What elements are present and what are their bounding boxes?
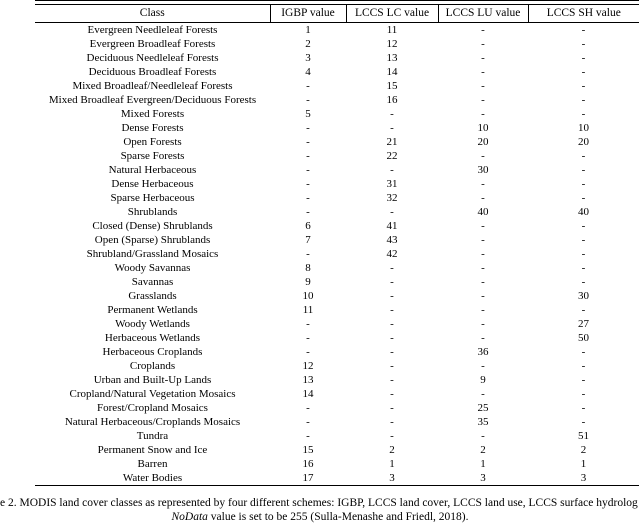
value-cell: 2 — [389, 444, 395, 456]
value-cell: - — [306, 402, 310, 414]
value-cell: 6 — [305, 220, 311, 232]
value-cell: - — [581, 220, 586, 232]
table-row — [35, 247, 639, 261]
value-cell: - — [390, 318, 394, 330]
value-cell: - — [481, 276, 485, 288]
value-cell: 25 — [477, 402, 489, 414]
value-cell: - — [581, 402, 586, 414]
value-cell: - — [581, 248, 586, 260]
value-cell: - — [581, 416, 586, 428]
table-row — [35, 443, 639, 457]
class-name-cell: Herbaceous Wetlands — [104, 332, 201, 344]
value-cell: - — [306, 346, 310, 358]
class-name-cell: Sparse Forests — [120, 150, 185, 162]
value-cell: - — [581, 80, 586, 92]
table-row — [35, 65, 639, 79]
table-row — [35, 373, 639, 387]
value-cell: 35 — [477, 416, 489, 428]
value-cell: - — [390, 374, 394, 386]
value-cell: - — [581, 388, 586, 400]
table-row — [35, 401, 639, 415]
col-header-lccs-lc-value: LCCS LC value — [346, 5, 438, 23]
class-name-cell: Deciduous Needleleaf Forests — [86, 52, 219, 64]
class-name-cell: Open Forests — [123, 136, 182, 148]
class-name-cell: Grasslands — [128, 290, 177, 302]
value-cell: - — [390, 430, 394, 442]
value-cell: 20 — [578, 136, 589, 148]
table-row — [35, 429, 639, 443]
table-row — [35, 37, 639, 51]
value-cell: 3 — [480, 472, 486, 484]
class-name-cell: Woody Wetlands — [115, 318, 190, 330]
value-cell: 7 — [305, 234, 311, 246]
value-cell: - — [390, 108, 394, 120]
class-name-cell: Shrublands — [127, 206, 178, 218]
col-header-lccs-lu-value: LCCS LU value — [438, 5, 528, 23]
table-row — [35, 233, 639, 247]
value-cell: 1 — [389, 458, 395, 470]
value-cell: 1 — [580, 458, 587, 470]
value-cell: - — [481, 220, 485, 232]
table-row — [35, 135, 639, 149]
value-cell: 15 — [386, 80, 398, 92]
table-row — [35, 191, 639, 205]
table-row — [35, 415, 639, 429]
class-name-cell: Closed (Dense) Shrublands — [92, 220, 213, 232]
value-cell: - — [481, 234, 485, 246]
class-name-cell: Dense Herbaceous — [111, 178, 194, 190]
table-row — [35, 107, 639, 121]
value-cell: 4 — [305, 66, 311, 78]
value-cell: 8 — [305, 262, 311, 274]
value-cell: - — [306, 94, 310, 106]
table-row — [35, 359, 639, 373]
value-cell: - — [390, 416, 394, 428]
value-cell: 16 — [302, 458, 314, 470]
value-cell: 9 — [305, 276, 311, 288]
landcover-table — [35, 5, 639, 486]
value-cell: - — [390, 360, 394, 372]
value-cell: - — [390, 388, 394, 400]
table-row — [35, 177, 639, 191]
class-name-cell: Forest/Cropland Mosaics — [97, 402, 208, 414]
value-cell: 9 — [480, 374, 486, 386]
value-cell: 1 — [480, 458, 486, 470]
value-cell: 51 — [578, 430, 589, 442]
table-row — [35, 79, 639, 93]
value-cell: - — [481, 108, 485, 120]
value-cell: 50 — [578, 332, 589, 344]
value-cell: - — [581, 234, 586, 246]
table-body — [35, 23, 639, 486]
table-row — [35, 121, 639, 135]
table-row — [35, 23, 639, 38]
value-cell: - — [390, 262, 394, 274]
value-cell: 13 — [386, 52, 398, 64]
caption-line-2-rest: value is set to be 255 (Sulla-Menashe and Friedl, 2018). — [207, 511, 469, 523]
value-cell: 16 — [386, 94, 398, 106]
class-name-cell: Sparse Herbaceous — [110, 192, 195, 204]
value-cell: 40 — [578, 206, 589, 218]
value-cell: 10 — [302, 290, 314, 302]
value-cell: - — [581, 150, 586, 162]
class-name-cell: Permanent Snow and Ice — [97, 444, 208, 456]
value-cell: - — [390, 304, 394, 316]
caption-nodata-word: NoData — [171, 511, 208, 523]
value-cell: 27 — [578, 318, 589, 330]
value-cell: - — [581, 24, 586, 36]
table-row — [35, 387, 639, 401]
table-row — [35, 205, 639, 219]
value-cell: - — [306, 136, 310, 148]
value-cell: - — [581, 346, 586, 358]
value-cell: - — [306, 122, 310, 134]
value-cell: - — [306, 206, 310, 218]
value-cell: 31 — [386, 178, 398, 190]
value-cell: 22 — [386, 150, 398, 162]
value-cell: - — [390, 290, 394, 302]
value-cell: - — [481, 388, 485, 400]
value-cell: - — [390, 164, 394, 176]
value-cell: - — [581, 66, 586, 78]
value-cell: 40 — [477, 206, 489, 218]
table-row — [35, 51, 639, 65]
value-cell: - — [390, 122, 394, 134]
value-cell: - — [481, 66, 485, 78]
class-name-cell: Tundra — [136, 430, 169, 442]
class-name-cell: Mixed Forests — [120, 108, 185, 120]
value-cell: - — [581, 94, 586, 106]
value-cell: - — [390, 402, 394, 414]
value-cell: 10 — [578, 122, 589, 134]
value-cell: - — [581, 360, 586, 372]
value-cell: - — [581, 374, 586, 386]
value-cell: - — [390, 206, 394, 218]
value-cell: 30 — [477, 164, 489, 176]
value-cell: - — [306, 318, 310, 330]
value-cell: 12 — [302, 360, 314, 372]
value-cell: 43 — [386, 234, 398, 246]
class-name-cell: Water Bodies — [122, 472, 183, 484]
caption-line-2 — [0, 510, 640, 524]
value-cell: 5 — [305, 108, 311, 120]
value-cell: - — [481, 332, 485, 344]
class-name-cell: Deciduous Broadleaf Forests — [88, 66, 217, 78]
class-name-cell: Natural Herbaceous/Croplands Mosaics — [64, 416, 241, 428]
value-cell: - — [481, 150, 485, 162]
table-row — [35, 275, 639, 289]
value-cell: - — [581, 276, 586, 288]
class-name-cell: Open (Sparse) Shrublands — [94, 234, 211, 246]
value-cell: - — [481, 262, 485, 274]
table-row — [35, 457, 639, 471]
value-cell: 3 — [305, 52, 311, 64]
value-cell: - — [481, 94, 485, 106]
value-cell: - — [481, 290, 485, 302]
value-cell: - — [481, 192, 485, 204]
value-cell: 20 — [477, 136, 489, 148]
value-cell: - — [481, 24, 485, 36]
class-name-cell: Shrubland/Grassland Mosaics — [86, 248, 219, 260]
value-cell: 32 — [386, 192, 398, 204]
value-cell: 1 — [305, 24, 311, 36]
class-name-cell: Mixed Broadleaf/Needleleaf Forests — [72, 80, 233, 92]
value-cell: - — [581, 108, 586, 120]
table-row — [35, 345, 639, 359]
value-cell: 15 — [302, 444, 314, 456]
table-row — [35, 93, 639, 107]
value-cell: - — [581, 192, 586, 204]
value-cell: - — [481, 248, 485, 260]
value-cell: - — [306, 248, 310, 260]
value-cell: - — [306, 178, 310, 190]
value-cell: - — [390, 276, 394, 288]
value-cell: 21 — [386, 136, 398, 148]
value-cell: - — [306, 80, 310, 92]
value-cell: - — [306, 164, 310, 176]
value-cell: - — [481, 360, 485, 372]
value-cell: 14 — [386, 66, 398, 78]
value-cell: 30 — [578, 290, 589, 302]
value-cell: 3 — [580, 472, 587, 484]
table-row — [35, 471, 639, 486]
table-row — [35, 261, 639, 275]
landcover-table-wrap — [35, 0, 639, 486]
table-header-row — [35, 5, 639, 23]
value-cell: - — [581, 262, 586, 274]
value-cell: - — [390, 332, 394, 344]
value-cell: 2 — [305, 38, 311, 50]
value-cell: 12 — [386, 38, 398, 50]
value-cell: - — [481, 80, 485, 92]
table-row — [35, 331, 639, 345]
class-name-cell: Evergreen Broadleaf Forests — [89, 38, 216, 50]
value-cell: - — [481, 318, 485, 330]
class-name-cell: Mixed Broadleaf Evergreen/Deciduous Forests — [48, 94, 257, 106]
value-cell: 11 — [386, 24, 398, 36]
value-cell: 3 — [389, 472, 395, 484]
value-cell: - — [306, 430, 310, 442]
class-name-cell: Dense Forests — [121, 122, 184, 134]
value-cell: - — [481, 52, 485, 64]
table-caption — [0, 496, 640, 524]
value-cell: - — [306, 150, 310, 162]
class-name-cell: Natural Herbaceous — [108, 164, 197, 176]
col-header-igbp-value: IGBP value — [270, 5, 346, 23]
class-name-cell: Croplands — [129, 360, 176, 372]
value-cell: 10 — [477, 122, 489, 134]
table-row — [35, 303, 639, 317]
table-row — [35, 219, 639, 233]
value-cell: 11 — [302, 304, 314, 316]
value-cell: 13 — [302, 374, 314, 386]
value-cell: 2 — [580, 444, 587, 456]
value-cell: - — [481, 38, 485, 50]
value-cell: 42 — [386, 248, 398, 260]
value-cell: - — [481, 430, 485, 442]
class-name-cell: Savannas — [131, 276, 174, 288]
table-row — [35, 289, 639, 303]
class-name-cell: Herbaceous Croplands — [102, 346, 203, 358]
value-cell: - — [306, 332, 310, 344]
class-name-cell: Woody Savannas — [114, 262, 191, 274]
table-row — [35, 317, 639, 331]
value-cell: - — [390, 346, 394, 358]
col-header-lccs-sh-value: LCCS SH value — [528, 5, 639, 23]
value-cell: 17 — [302, 472, 314, 484]
value-cell: - — [581, 38, 586, 50]
class-name-cell: Cropland/Natural Vegetation Mosaics — [69, 388, 236, 400]
col-header-class: Class — [35, 5, 270, 23]
value-cell: - — [581, 52, 586, 64]
value-cell: 36 — [477, 346, 489, 358]
class-name-cell: Permanent Wetlands — [107, 304, 198, 316]
value-cell: 2 — [480, 444, 486, 456]
value-cell: - — [481, 304, 485, 316]
value-cell: 14 — [302, 388, 314, 400]
class-name-cell: Barren — [137, 458, 168, 470]
value-cell: - — [481, 178, 485, 190]
class-name-cell: Evergreen Needleleaf Forests — [87, 24, 218, 36]
value-cell: - — [306, 416, 310, 428]
table-row — [35, 149, 639, 163]
class-name-cell: Urban and Built-Up Lands — [93, 374, 212, 386]
caption-line-1: e 2. MODIS land cover classes as represented by four different schemes: IGBP, LCCS land cover, LCCS land use, LCCS surface hydrolog — [0, 497, 638, 509]
value-cell: - — [581, 178, 586, 190]
table-row — [35, 163, 639, 177]
value-cell: 41 — [386, 220, 398, 232]
value-cell: - — [306, 192, 310, 204]
value-cell: - — [581, 304, 586, 316]
value-cell: - — [581, 164, 586, 176]
